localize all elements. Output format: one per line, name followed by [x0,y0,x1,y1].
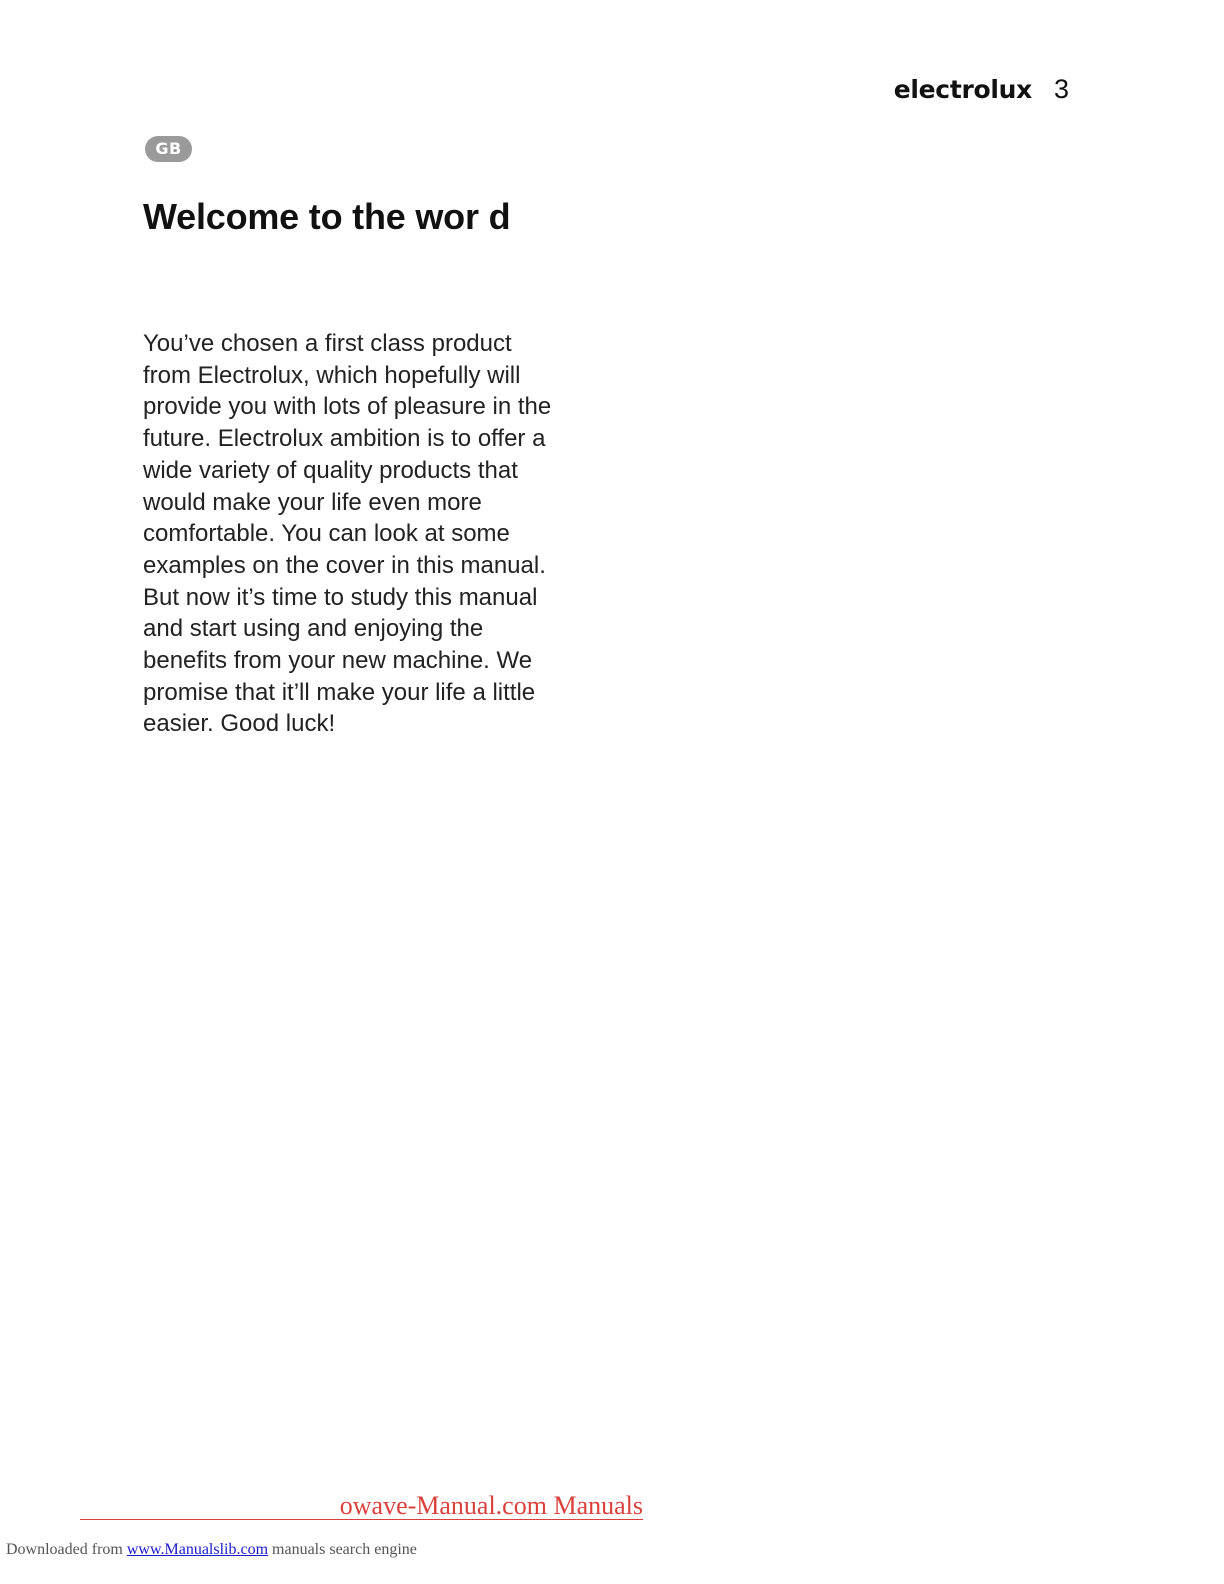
page-number: 3 [1053,74,1069,104]
brand-logo: electrolux [893,75,1032,104]
paragraph-line: easier. Good luck! [143,710,336,738]
language-badge: GB [145,136,192,162]
page-title: Welcome to the wor d [143,196,511,237]
paragraph-line: comfortable. You can look at some [143,520,510,548]
paragraph-line: and start using and enjoying the [143,615,484,643]
paragraph-line: promise that it’ll make your life a little [143,678,536,706]
paragraph-line: You’ve chosen a first class product [143,330,512,357]
download-prefix: Downloaded from [6,1541,127,1558]
footer-promo-text[interactable]: owave-Manual.com Manuals [339,1491,643,1520]
page-header [894,74,1069,105]
manualslib-link[interactable]: www.Manualslib.com [126,1541,269,1558]
download-suffix: manuals search engine [268,1541,417,1558]
paragraph-line: examples on the cover in this manual. [143,551,546,579]
paragraph-line: would make your life even more [143,488,482,516]
footer-promo-link[interactable] [80,1490,643,1520]
paragraph-line: future. Electrolux ambition is to offer a [143,425,546,453]
download-note [6,1541,417,1559]
welcome-paragraph [143,328,593,740]
paragraph-line: provide you with lots of pleasure in the [143,393,552,421]
paragraph-line: from Electrolux, which hopefully will [143,361,521,389]
paragraph-line: benefits from your new machine. We [143,647,533,675]
paragraph-line: But now it’s time to study this manual [143,583,538,611]
paragraph-line: wide variety of quality products that [143,456,518,484]
